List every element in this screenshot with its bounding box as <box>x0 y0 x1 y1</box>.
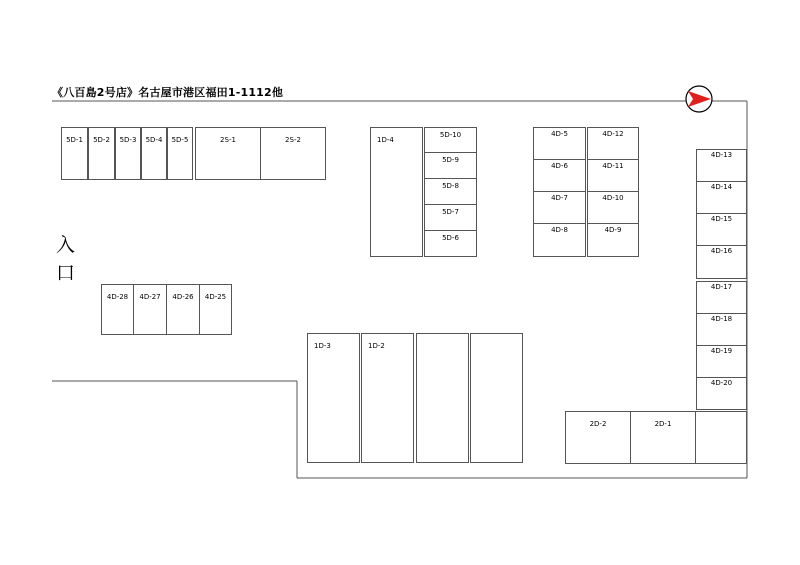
stall-1d-3[interactable] <box>307 333 360 463</box>
stall-label: 4D-13 <box>710 151 733 159</box>
stall-unlabeled-1[interactable] <box>416 333 469 463</box>
stall-4d-25[interactable] <box>199 284 232 335</box>
stall-label: 4D-7 <box>551 194 568 202</box>
stall-4d-19[interactable] <box>696 345 747 378</box>
stall-label: 4D-19 <box>710 347 733 355</box>
entrance-char-1: 入 <box>56 234 76 256</box>
stall-label: 4D-27 <box>139 293 161 301</box>
stall-unlabeled-3[interactable] <box>695 411 747 464</box>
stall-label: 5D-3 <box>119 136 137 144</box>
stall-2s-2[interactable] <box>260 127 326 180</box>
stall-4d-11[interactable] <box>587 159 639 192</box>
stall-5d-8[interactable] <box>424 178 477 205</box>
stall-4d-13[interactable] <box>696 149 747 182</box>
stall-label: 4D-28 <box>106 293 129 301</box>
stall-1d-4[interactable] <box>370 127 423 257</box>
stall-label: 4D-25 <box>204 293 227 301</box>
stall-4d-9[interactable] <box>587 223 639 257</box>
stall-4d-20[interactable] <box>696 377 747 410</box>
stall-4d-26[interactable] <box>166 284 200 335</box>
stall-5d-2[interactable] <box>88 127 115 180</box>
stall-4d-18[interactable] <box>696 313 747 346</box>
stall-5d-5[interactable] <box>167 127 193 180</box>
stall-label: 5D-7 <box>442 208 459 216</box>
stall-label: 1D-2 <box>368 342 385 350</box>
stall-5d-10[interactable] <box>424 127 477 153</box>
entrance-char-2: 口 <box>56 262 76 284</box>
stall-2d-1[interactable] <box>630 411 696 464</box>
stall-label: 4D-11 <box>602 162 624 170</box>
stall-5d-1[interactable] <box>61 127 88 180</box>
entrance-label <box>56 231 75 287</box>
stall-label: 2S-2 <box>285 136 301 144</box>
page-title: 《八百島2号店》名古屋市港区福田1-1112他 <box>52 86 284 99</box>
stall-4d-14[interactable] <box>696 181 747 214</box>
stall-label: 4D-6 <box>551 162 568 170</box>
stall-label: 1D-3 <box>314 342 331 350</box>
stall-4d-12[interactable] <box>587 127 639 160</box>
stall-5d-3[interactable] <box>115 127 141 180</box>
stall-label: 5D-10 <box>439 131 462 139</box>
stall-label: 4D-20 <box>710 379 733 387</box>
stall-4d-6[interactable] <box>533 159 586 192</box>
stall-4d-8[interactable] <box>533 223 586 257</box>
stall-1d-2[interactable] <box>361 333 414 463</box>
stall-4d-17[interactable] <box>696 281 747 314</box>
stall-2d-2[interactable] <box>565 411 631 464</box>
stall-label: 4D-10 <box>602 194 624 202</box>
stall-4d-15[interactable] <box>696 213 747 246</box>
stall-label: 5D-6 <box>442 234 459 242</box>
stall-label: 4D-12 <box>602 130 624 138</box>
stall-2s-1[interactable] <box>195 127 261 180</box>
stall-5d-4[interactable] <box>141 127 167 180</box>
stall-label: 4D-26 <box>172 293 194 301</box>
stall-5d-6[interactable] <box>424 230 477 257</box>
stall-label: 4D-14 <box>710 183 733 191</box>
stall-label: 4D-18 <box>710 315 733 323</box>
stall-label: 5D-1 <box>66 136 83 144</box>
stall-label: 2S-1 <box>220 136 236 144</box>
stall-unlabeled-2[interactable] <box>470 333 523 463</box>
stall-label: 4D-17 <box>710 283 733 291</box>
stall-label: 1D-4 <box>377 136 394 144</box>
stall-label: 4D-9 <box>604 226 622 234</box>
stall-4d-7[interactable] <box>533 191 586 224</box>
north-arrow-icon <box>684 84 714 114</box>
stall-label: 2D-1 <box>654 420 672 428</box>
stall-4d-10[interactable] <box>587 191 639 224</box>
stall-label: 5D-5 <box>171 136 189 144</box>
stall-5d-7[interactable] <box>424 204 477 231</box>
stall-5d-9[interactable] <box>424 152 477 179</box>
stall-4d-16[interactable] <box>696 245 747 279</box>
stall-label: 4D-5 <box>551 130 568 138</box>
stall-label: 4D-16 <box>710 247 733 255</box>
stall-label: 5D-8 <box>442 182 459 190</box>
stall-label: 4D-8 <box>551 226 568 234</box>
stall-4d-27[interactable] <box>133 284 167 335</box>
stall-label: 5D-4 <box>145 136 163 144</box>
stall-label: 2D-2 <box>589 420 607 428</box>
stall-label: 5D-2 <box>93 136 110 144</box>
stall-label: 4D-15 <box>710 215 733 223</box>
stall-4d-5[interactable] <box>533 127 586 160</box>
stall-label: 5D-9 <box>442 156 459 164</box>
stall-4d-28[interactable] <box>101 284 134 335</box>
